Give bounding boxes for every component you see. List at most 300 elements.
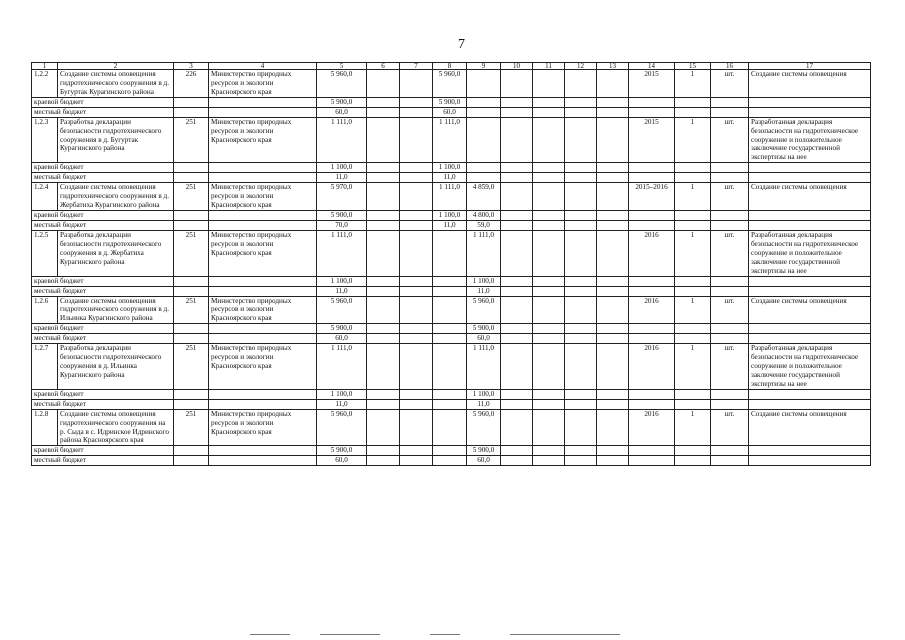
empty-cell [501,210,533,220]
empty-cell [209,334,317,344]
empty-cell [400,409,433,446]
total-cell: 60,0 [317,334,367,344]
period-cell: 2015 [629,70,675,98]
empty-cell [533,296,565,324]
empty-cell [501,70,533,98]
budget-source-label: местный бюджет [32,220,174,230]
budget-subrow [32,97,871,107]
empty-cell [400,446,433,456]
empty-cell [367,344,400,390]
budget-source-label: краевой бюджет [32,389,174,399]
budget-subrow [32,389,871,399]
empty-cell [400,334,433,344]
empty-cell [501,456,533,466]
empty-cell [597,344,629,390]
empty-cell [400,183,433,211]
year-2016-cell: 5 900,0 [467,324,501,334]
ministry-cell: Министерство природных ресурсов и экологии Красноярского края [209,230,317,276]
empty-cell [629,399,675,409]
code-cell: 226 [174,70,209,98]
empty-cell [711,276,749,286]
empty-cell [629,456,675,466]
table-row [32,230,871,276]
empty-cell [367,389,400,399]
period-cell: 2015–2016 [629,183,675,211]
empty-cell [533,446,565,456]
empty-cell [749,276,871,286]
empty-cell [501,409,533,446]
empty-cell [597,324,629,334]
empty-cell [675,324,711,334]
empty-cell [400,399,433,409]
header-cell: 11 [533,63,565,70]
period-cell: 2015 [629,117,675,163]
quantity-cell: 1 [675,183,711,211]
budget-source-label: краевой бюджет [32,276,174,286]
year-2016-cell: 1 111,0 [467,344,501,390]
budget-source-label: местный бюджет [32,286,174,296]
empty-cell [629,276,675,286]
item-number: 1.2.6 [32,296,58,324]
quantity-cell: 1 [675,296,711,324]
header-cell: 15 [675,63,711,70]
empty-cell [749,286,871,296]
empty-cell [533,173,565,183]
empty-cell [749,446,871,456]
year-2016-cell [467,117,501,163]
budget-source-label: краевой бюджет [32,446,174,456]
header-cell: 3 [174,63,209,70]
budget-source-label: краевой бюджет [32,324,174,334]
empty-cell [749,173,871,183]
empty-cell [629,173,675,183]
empty-cell [174,276,209,286]
total-cell: 11,0 [317,399,367,409]
empty-cell [711,456,749,466]
empty-cell [597,117,629,163]
empty-cell [174,324,209,334]
empty-cell [565,456,597,466]
empty-cell [501,173,533,183]
empty-cell [629,220,675,230]
year-2016-cell [467,97,501,107]
empty-cell [501,230,533,276]
budget-table [31,62,871,466]
empty-cell [629,334,675,344]
empty-cell [501,183,533,211]
unit-cell: шт. [711,344,749,390]
empty-cell [711,399,749,409]
year-2016-cell [467,107,501,117]
empty-cell [711,334,749,344]
empty-cell [565,344,597,390]
empty-cell [749,456,871,466]
year-2016-cell: 11,0 [467,399,501,409]
year-2016-cell: 4 859,0 [467,183,501,211]
empty-cell [174,446,209,456]
empty-cell [367,276,400,286]
year-2015-cell: 1 111,0 [433,183,467,211]
empty-cell [565,230,597,276]
empty-cell [533,220,565,230]
item-number: 1.2.5 [32,230,58,276]
budget-source-label: местный бюджет [32,107,174,117]
total-cell: 1 111,0 [317,230,367,276]
empty-cell [400,324,433,334]
empty-cell [209,163,317,173]
empty-cell [501,389,533,399]
empty-cell [597,173,629,183]
empty-cell [533,70,565,98]
empty-cell [711,97,749,107]
year-2016-cell: 1 100,0 [467,389,501,399]
empty-cell [597,220,629,230]
total-cell: 5 960,0 [317,409,367,446]
empty-cell [675,456,711,466]
empty-cell [565,286,597,296]
empty-cell [400,70,433,98]
empty-cell [565,220,597,230]
total-cell: 5 970,0 [317,183,367,211]
empty-cell [400,296,433,324]
budget-subrow [32,446,871,456]
empty-cell [400,220,433,230]
empty-cell [597,230,629,276]
header-cell: 7 [400,63,433,70]
empty-cell [367,163,400,173]
result-cell: Разработанная декларация безопасности на гидротехническое сооружение и положительное заключение государственной экспертизы на нее [749,230,871,276]
empty-cell [597,163,629,173]
year-2016-cell: 1 111,0 [467,230,501,276]
empty-cell [533,276,565,286]
period-cell: 2016 [629,409,675,446]
year-2015-cell [433,286,467,296]
empty-cell [675,163,711,173]
empty-cell [565,409,597,446]
empty-cell [400,230,433,276]
empty-cell [565,117,597,163]
budget-subrow [32,276,871,286]
empty-cell [597,409,629,446]
total-cell: 5 900,0 [317,97,367,107]
empty-cell [501,163,533,173]
budget-subrow [32,324,871,334]
total-cell: 5 900,0 [317,210,367,220]
empty-cell [367,286,400,296]
total-cell: 5 900,0 [317,446,367,456]
empty-cell [597,446,629,456]
ministry-cell: Министерство природных ресурсов и экологии Красноярского края [209,409,317,446]
empty-cell [501,220,533,230]
empty-cell [565,399,597,409]
empty-cell [209,399,317,409]
empty-cell [533,344,565,390]
empty-cell [174,286,209,296]
result-cell: Разработанная декларация безопасности на гидротехническое сооружение и положительное заключение государственной экспертизы на нее [749,344,871,390]
total-cell: 11,0 [317,286,367,296]
unit-cell: шт. [711,296,749,324]
empty-cell [629,97,675,107]
empty-cell [675,446,711,456]
item-name: Создание системы оповещения гидротехнического сооружения в д. Бугуртак Курагинского района [58,70,174,98]
empty-cell [533,183,565,211]
empty-cell [597,456,629,466]
empty-cell [400,210,433,220]
empty-cell [629,446,675,456]
year-2016-cell: 5 900,0 [467,446,501,456]
unit-cell: шт. [711,183,749,211]
empty-cell [711,220,749,230]
empty-cell [400,163,433,173]
ministry-cell: Министерство природных ресурсов и экологии Красноярского края [209,117,317,163]
empty-cell [597,399,629,409]
empty-cell [400,286,433,296]
empty-cell [367,296,400,324]
empty-cell [565,210,597,220]
empty-cell [675,97,711,107]
empty-cell [501,399,533,409]
empty-cell [174,334,209,344]
budget-source-label: краевой бюджет [32,97,174,107]
year-2016-cell: 4 800,0 [467,210,501,220]
year-2015-cell [433,409,467,446]
total-cell: 1 111,0 [317,117,367,163]
empty-cell [711,107,749,117]
budget-subrow [32,456,871,466]
empty-cell [209,220,317,230]
header-cell: 13 [597,63,629,70]
year-2015-cell [433,334,467,344]
empty-cell [675,334,711,344]
budget-source-label: местный бюджет [32,173,174,183]
empty-cell [749,220,871,230]
empty-cell [174,107,209,117]
empty-cell [749,334,871,344]
empty-cell [565,97,597,107]
header-cell: 9 [467,63,501,70]
year-2016-cell: 59,0 [467,220,501,230]
result-cell: Разработанная декларация безопасности на гидротехническое сооружение и положительное заключение государственной экспертизы на нее [749,117,871,163]
empty-cell [174,173,209,183]
empty-cell [501,446,533,456]
empty-cell [675,107,711,117]
empty-cell [533,107,565,117]
year-2016-cell: 5 960,0 [467,296,501,324]
empty-cell [749,324,871,334]
total-cell: 5 960,0 [317,70,367,98]
table-row [32,117,871,163]
empty-cell [711,210,749,220]
empty-cell [533,210,565,220]
period-cell: 2016 [629,296,675,324]
empty-cell [533,399,565,409]
empty-cell [749,399,871,409]
page-number: 7 [458,37,465,52]
empty-cell [501,97,533,107]
total-cell: 1 100,0 [317,389,367,399]
empty-cell [367,107,400,117]
empty-cell [565,296,597,324]
quantity-cell: 1 [675,117,711,163]
year-2016-cell [467,173,501,183]
empty-cell [675,399,711,409]
year-2016-cell: 60,0 [467,456,501,466]
item-name: Разработка декларации безопасности гидротехнического сооружения в д. Бугуртак Курагинского района [58,117,174,163]
empty-cell [400,97,433,107]
empty-cell [533,334,565,344]
empty-cell [597,97,629,107]
result-cell: Создание системы оповещения [749,296,871,324]
empty-cell [367,456,400,466]
empty-cell [675,276,711,286]
empty-cell [174,97,209,107]
table-row [32,183,871,211]
header-cell: 14 [629,63,675,70]
year-2015-cell: 5 960,0 [433,70,467,98]
item-name: Создание системы оповещения гидротехнического сооружения в д. Ильинка Курагинского района [58,296,174,324]
empty-cell [209,97,317,107]
empty-cell [367,324,400,334]
unit-cell: шт. [711,230,749,276]
footer-mark [510,634,620,635]
empty-cell [209,210,317,220]
ministry-cell: Министерство природных ресурсов и экологии Красноярского края [209,70,317,98]
empty-cell [565,334,597,344]
unit-cell: шт. [711,70,749,98]
header-cell: 16 [711,63,749,70]
year-2016-cell [467,70,501,98]
header-cell: 10 [501,63,533,70]
year-2015-cell: 11,0 [433,220,467,230]
budget-source-label: местный бюджет [32,456,174,466]
empty-cell [629,324,675,334]
budget-subrow [32,334,871,344]
empty-cell [565,163,597,173]
header-cell: 12 [565,63,597,70]
empty-cell [597,286,629,296]
empty-cell [629,210,675,220]
empty-cell [675,286,711,296]
year-2015-cell: 60,0 [433,107,467,117]
empty-cell [501,296,533,324]
empty-cell [367,409,400,446]
empty-cell [174,210,209,220]
empty-cell [533,389,565,399]
year-2015-cell [433,324,467,334]
empty-cell [749,210,871,220]
empty-cell [597,183,629,211]
item-name: Разработка декларации безопасности гидротехнического сооружения в д. Ильинка Курагинского района [58,344,174,390]
header-cell: 17 [749,63,871,70]
empty-cell [400,456,433,466]
table-row [32,70,871,98]
year-2016-cell: 5 960,0 [467,409,501,446]
total-cell: 11,0 [317,173,367,183]
empty-cell [675,389,711,399]
year-2015-cell [433,446,467,456]
empty-cell [400,276,433,286]
quantity-cell: 1 [675,70,711,98]
empty-cell [711,163,749,173]
budget-subrow [32,173,871,183]
empty-cell [565,389,597,399]
total-cell: 1 100,0 [317,163,367,173]
empty-cell [533,230,565,276]
item-name: Разработка декларации безопасности гидротехнического сооружения в д. Жербатиха Курагинского района [58,230,174,276]
empty-cell [675,173,711,183]
empty-cell [367,97,400,107]
total-cell: 5 960,0 [317,296,367,324]
budget-subrow [32,163,871,173]
empty-cell [174,220,209,230]
empty-cell [749,97,871,107]
empty-cell [675,220,711,230]
year-2015-cell: 5 900,0 [433,97,467,107]
ministry-cell: Министерство природных ресурсов и экологии Красноярского края [209,183,317,211]
period-cell: 2016 [629,230,675,276]
empty-cell [565,173,597,183]
code-cell: 251 [174,409,209,446]
header-cell: 4 [209,63,317,70]
empty-cell [597,389,629,399]
empty-cell [209,173,317,183]
year-2015-cell: 11,0 [433,173,467,183]
table-row [32,296,871,324]
year-2016-cell: 11,0 [467,286,501,296]
year-2015-cell: 1 100,0 [433,163,467,173]
empty-cell [533,324,565,334]
empty-cell [367,173,400,183]
budget-source-label: местный бюджет [32,334,174,344]
header-cell: 6 [367,63,400,70]
empty-cell [629,163,675,173]
code-cell: 251 [174,117,209,163]
year-2016-cell: 1 100,0 [467,276,501,286]
budget-subrow [32,399,871,409]
empty-cell [174,163,209,173]
empty-cell [565,107,597,117]
empty-cell [749,107,871,117]
empty-cell [367,117,400,163]
empty-cell [209,276,317,286]
year-2015-cell [433,276,467,286]
empty-cell [629,107,675,117]
empty-cell [533,97,565,107]
empty-cell [533,163,565,173]
unit-cell: шт. [711,409,749,446]
empty-cell [597,70,629,98]
empty-cell [711,286,749,296]
year-2015-cell: 1 111,0 [433,117,467,163]
empty-cell [533,409,565,446]
budget-source-label: краевой бюджет [32,210,174,220]
empty-cell [501,286,533,296]
year-2016-cell [467,163,501,173]
empty-cell [400,344,433,390]
empty-cell [367,220,400,230]
empty-cell [209,107,317,117]
empty-cell [209,389,317,399]
code-cell: 251 [174,344,209,390]
empty-cell [174,389,209,399]
empty-cell [533,117,565,163]
quantity-cell: 1 [675,230,711,276]
code-cell: 251 [174,296,209,324]
item-number: 1.2.8 [32,409,58,446]
empty-cell [565,324,597,334]
total-cell: 60,0 [317,456,367,466]
result-cell: Создание системы оповещения [749,70,871,98]
